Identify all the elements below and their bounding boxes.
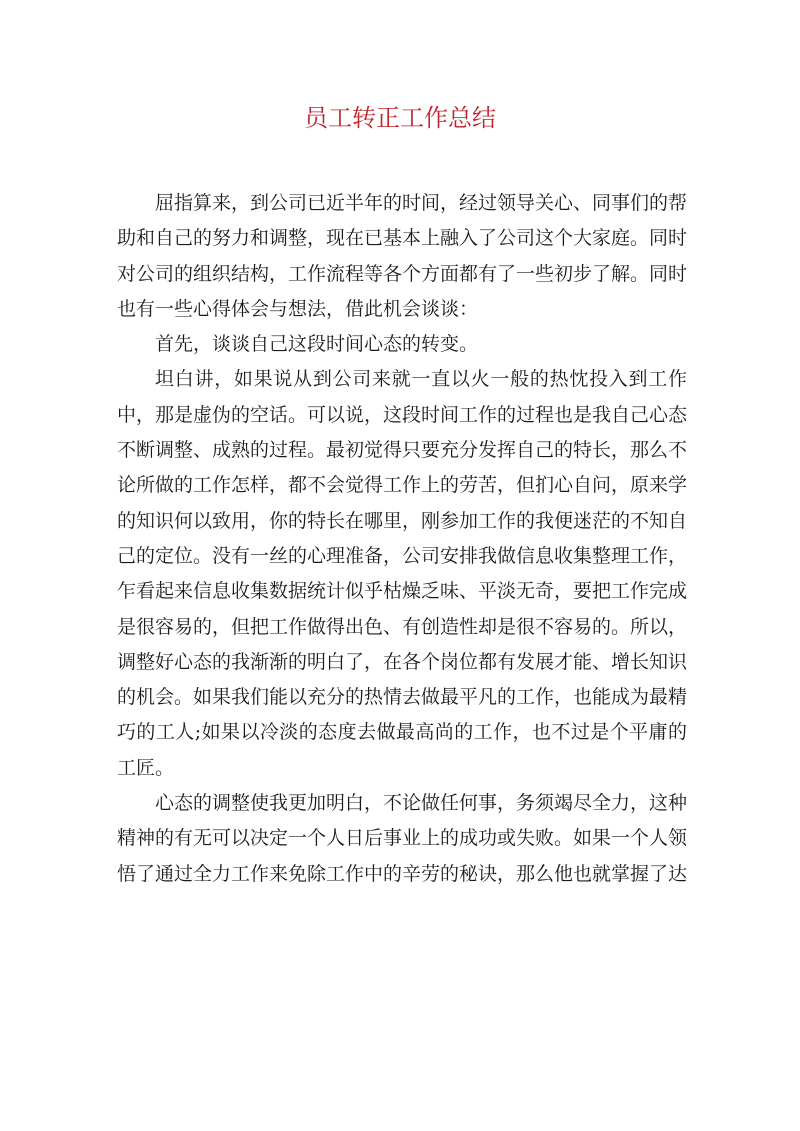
document-title: 员工转正工作总结 bbox=[304, 104, 496, 132]
paragraph-intro: 屈指算来，到公司已近半年的时间，经过领导关心、同事们的帮助和自己的努力和调整，现在已基本上融入了公司这个大家庭。同时对公司的组织结构，工作流程等各个方面都有了一些初步了解。同时也有一些心得体会与想法，借此机会谈谈： bbox=[117, 192, 688, 320]
paragraph-first-point: 首先，谈谈自己这段时间心态的转变。 bbox=[155, 333, 479, 356]
document-body bbox=[117, 186, 687, 892]
paragraph-mindset: 坦白讲，如果说从到公司来就一直以火一般的热忱投入到工作中，那是虚伪的空话。可以说，这段时间工作的过程也是我自己心态不断调整、成熟的过程。最初觉得只要充分发挥自己的特长，那么不论所做的工作怎样，都不会觉得工作上的劳苦，但扪心自问，原来学的知识何以致用，你的特长在哪里，刚参加工作的我便迷茫的不知自己的定位。没有一丝的心理准备，公司安排我做信息收集整理工作，乍看起来信息收集数据统计似乎枯燥乏味、平淡无奇，要把工作完成是很容易的，但把工作做得出色、有创造性却是很不容易的。所以，调整好心态的我渐渐的明白了，在各个岗位都有发展才能、增长知识的机会。如果我们能以充分的热情去做最平凡的工作，也能成为最精巧的工人;如果以冷淡的态度去做最高尚的工作，也不过是个平庸的工匠。 bbox=[117, 368, 688, 779]
paragraph-effort: 心态的调整使我更加明白，不论做任何事，务须竭尽全力，这种精神的有无可以决定一个人日后事业上的成功或失败。如果一个人领悟了通过全力工作来免除工作中的辛劳的秘诀，那么他也就掌握了达 bbox=[117, 792, 688, 885]
